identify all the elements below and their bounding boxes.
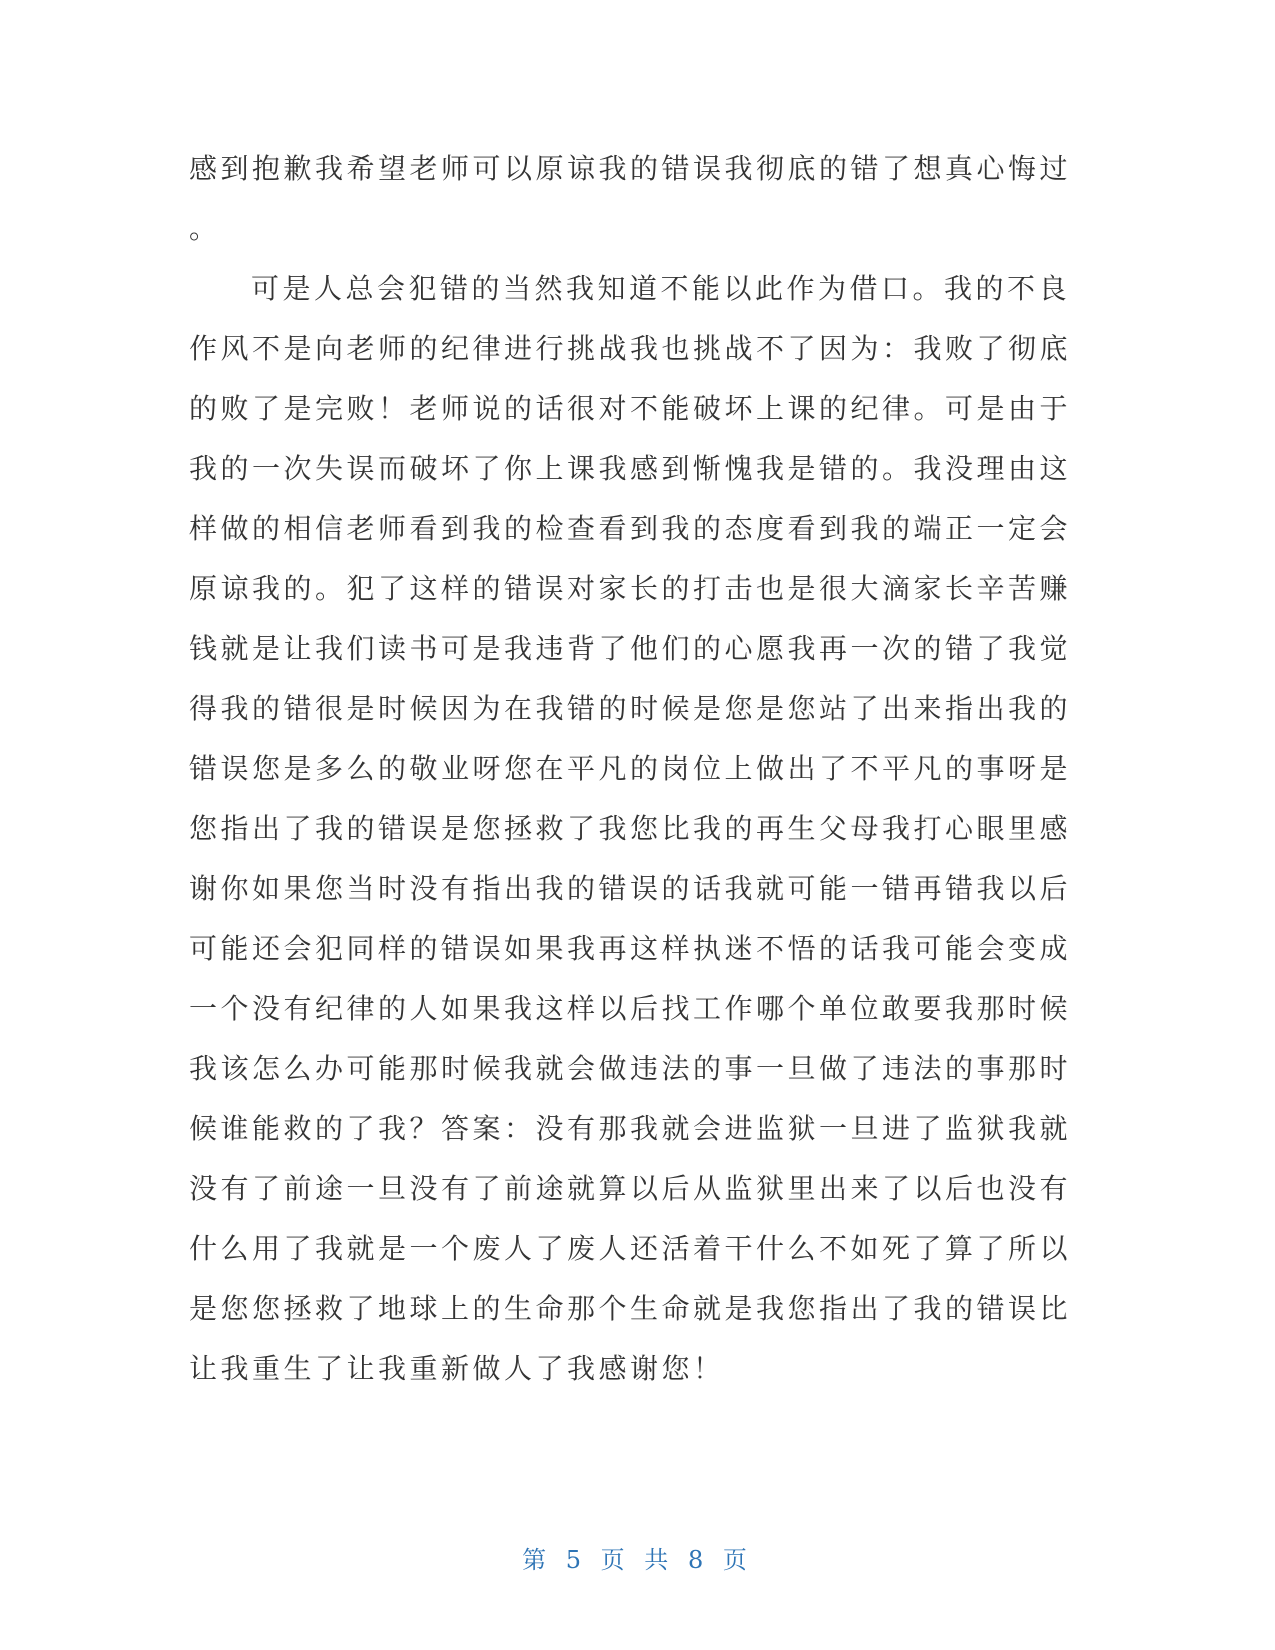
text-line: 一个没有纪律的人如果我这样以后找工作哪个单位敢要我那时候 (189, 992, 1072, 1025)
text-line: 谢你如果您当时没有指出我的错误的话我就可能一错再错我以后 (189, 872, 1072, 905)
paragraph-start-line: 可是人总会犯错的当然我知道不能以此作为借口。我的不良 (251, 272, 1071, 305)
text-line: 得我的错很是时候因为在我错的时候是您是您站了出来指出我的 (189, 692, 1072, 725)
text-line: 候谁能救的了我？答案：没有那我就会进监狱一旦进了监狱我就 (189, 1112, 1072, 1145)
text-line: 原谅我的。犯了这样的错误对家长的打击也是很大滴家长辛苦赚 (189, 572, 1072, 605)
text-line: 没有了前途一旦没有了前途就算以后从监狱里出来了以后也没有 (189, 1172, 1072, 1205)
text-line: 是您您拯救了地球上的生命那个生命就是我您指出了我的错误比 (189, 1292, 1072, 1325)
text-line: 让我重生了让我重新做人了我感谢您！ (189, 1352, 725, 1385)
text-line: 我的一次失误而破坏了你上课我感到惭愧我是错的。我没理由这 (189, 452, 1072, 485)
text-line: 。 (189, 212, 221, 245)
text-line: 可能还会犯同样的错误如果我再这样执迷不悟的话我可能会变成 (189, 932, 1072, 965)
text-line: 作风不是向老师的纪律进行挑战我也挑战不了因为：我败了彻底 (189, 332, 1072, 365)
text-line: 您指出了我的错误是您拯救了我您比我的再生父母我打心眼里感 (189, 812, 1072, 845)
text-line: 错误您是多么的敬业呀您在平凡的岗位上做出了不平凡的事呀是 (189, 752, 1072, 785)
text-line: 的败了是完败！老师说的话很对不能破坏上课的纪律。可是由于 (189, 392, 1072, 425)
text-line: 感到抱歉我希望老师可以原谅我的错误我彻底的错了想真心悔过 (189, 152, 1072, 185)
text-line: 样做的相信老师看到我的检查看到我的态度看到我的端正一定会 (189, 512, 1072, 545)
document-body (189, 139, 1072, 1399)
text-line: 钱就是让我们读书可是我违背了他们的心愿我再一次的错了我觉 (189, 632, 1072, 665)
text-line: 什么用了我就是一个废人了废人还活着干什么不如死了算了所以 (189, 1232, 1072, 1265)
page-number-footer: 第 5 页 共 8 页 (522, 1546, 753, 1574)
text-line: 我该怎么办可能那时候我就会做违法的事一旦做了违法的事那时 (189, 1052, 1072, 1085)
